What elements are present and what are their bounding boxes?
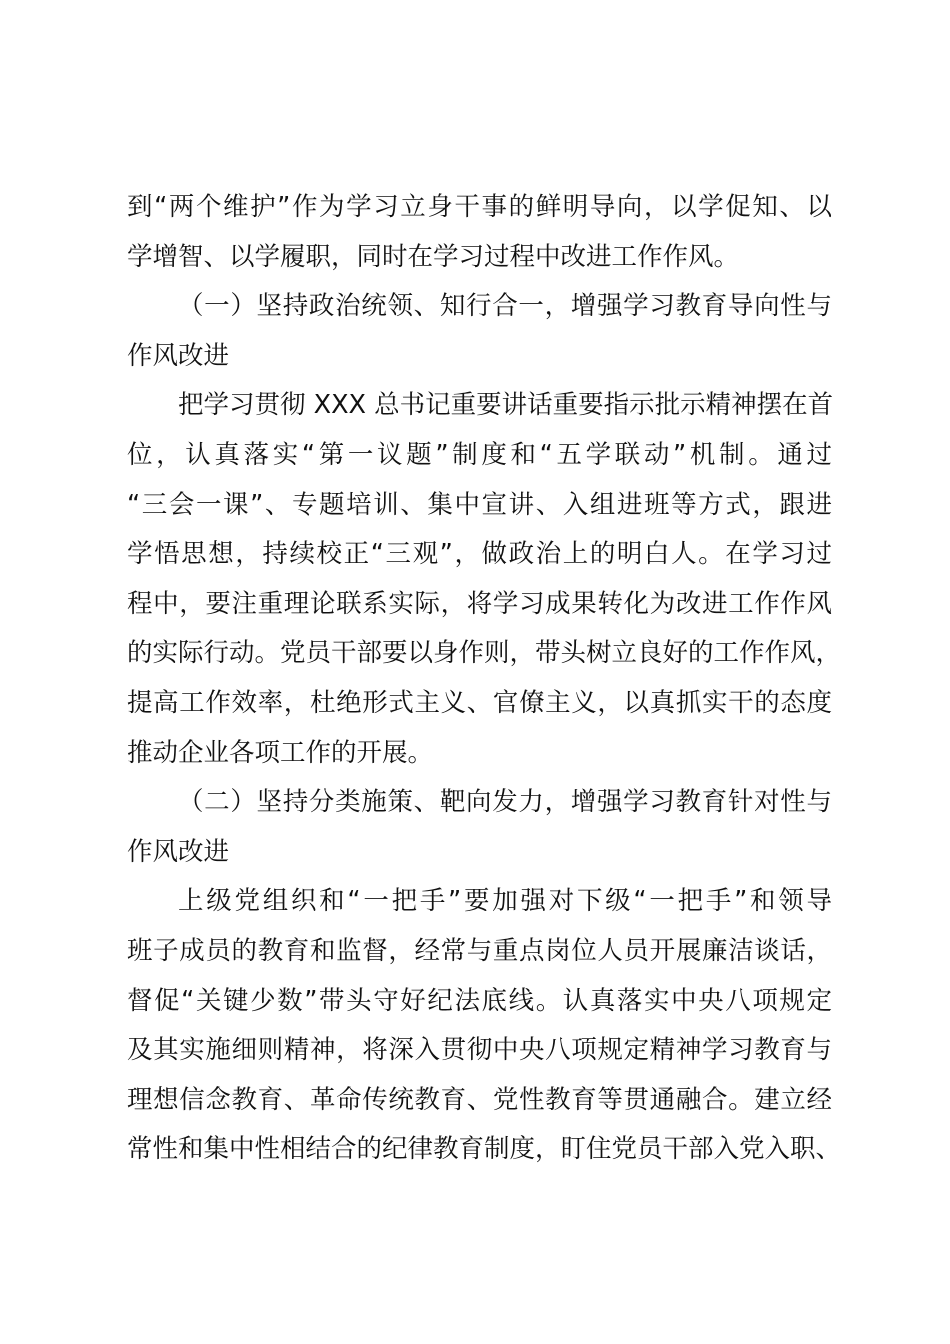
text-line: 的实际行动。党员干部要以身作则，带头树立良好的工作作风， (127, 638, 842, 669)
text-line: 班子成员的教育和监督，经常与重点岗位人员开展廉洁谈话， (127, 935, 832, 966)
text-line: 学增智、以学履职，同时在学习过程中改进工作作风。 (127, 241, 740, 272)
text-line: 提高工作效率，杜绝形式主义、官僚主义，以真抓实干的态度 (127, 687, 832, 718)
section-heading: 作风改进 (127, 340, 230, 371)
text-line: 到“两个维护”作为学习立身干事的鲜明导向，以学促知、以 (127, 192, 832, 222)
text-line: 位，认真落实“第一议题”制度和“五学联动”机制。通过 (127, 439, 832, 470)
text-line: 把学习贯彻 XXX 总书记重要讲话重要指示批示精神摆在首 (178, 390, 834, 421)
document-body (127, 183, 842, 1175)
section-heading: （二）坚持分类施策、靶向发力，增强学习教育针对性与 (178, 787, 832, 818)
text-line: 督促“关键少数”带头守好纪法底线。认真落实中央八项规定 (127, 985, 832, 1016)
section-heading: 作风改进 (127, 836, 230, 867)
text-line: 理想信念教育、革命传统教育、党性教育等贯通融合。建立经 (127, 1084, 832, 1115)
text-line: “三会一课”、专题培训、集中宣讲、入组进班等方式，跟进 (127, 489, 832, 520)
text-line: 程中，要注重理论联系实际，将学习成果转化为改进工作作风 (127, 588, 832, 619)
text-line: 推动企业各项工作的开展。 (127, 737, 434, 768)
text-line: 及其实施细则精神，将深入贯彻中央八项规定精神学习教育与 (127, 1035, 832, 1066)
text-line: 常性和集中性相结合的纪律教育制度，盯住党员干部入党入职、 (127, 1134, 842, 1165)
text-line: 上级党组织和“一把手”要加强对下级“一把手”和领导 (178, 886, 832, 917)
section-heading: （一）坚持政治统领、知行合一，增强学习教育导向性与 (178, 291, 832, 322)
text-line: 学悟思想，持续校正“三观”，做政治上的明白人。在学习过 (127, 539, 832, 570)
